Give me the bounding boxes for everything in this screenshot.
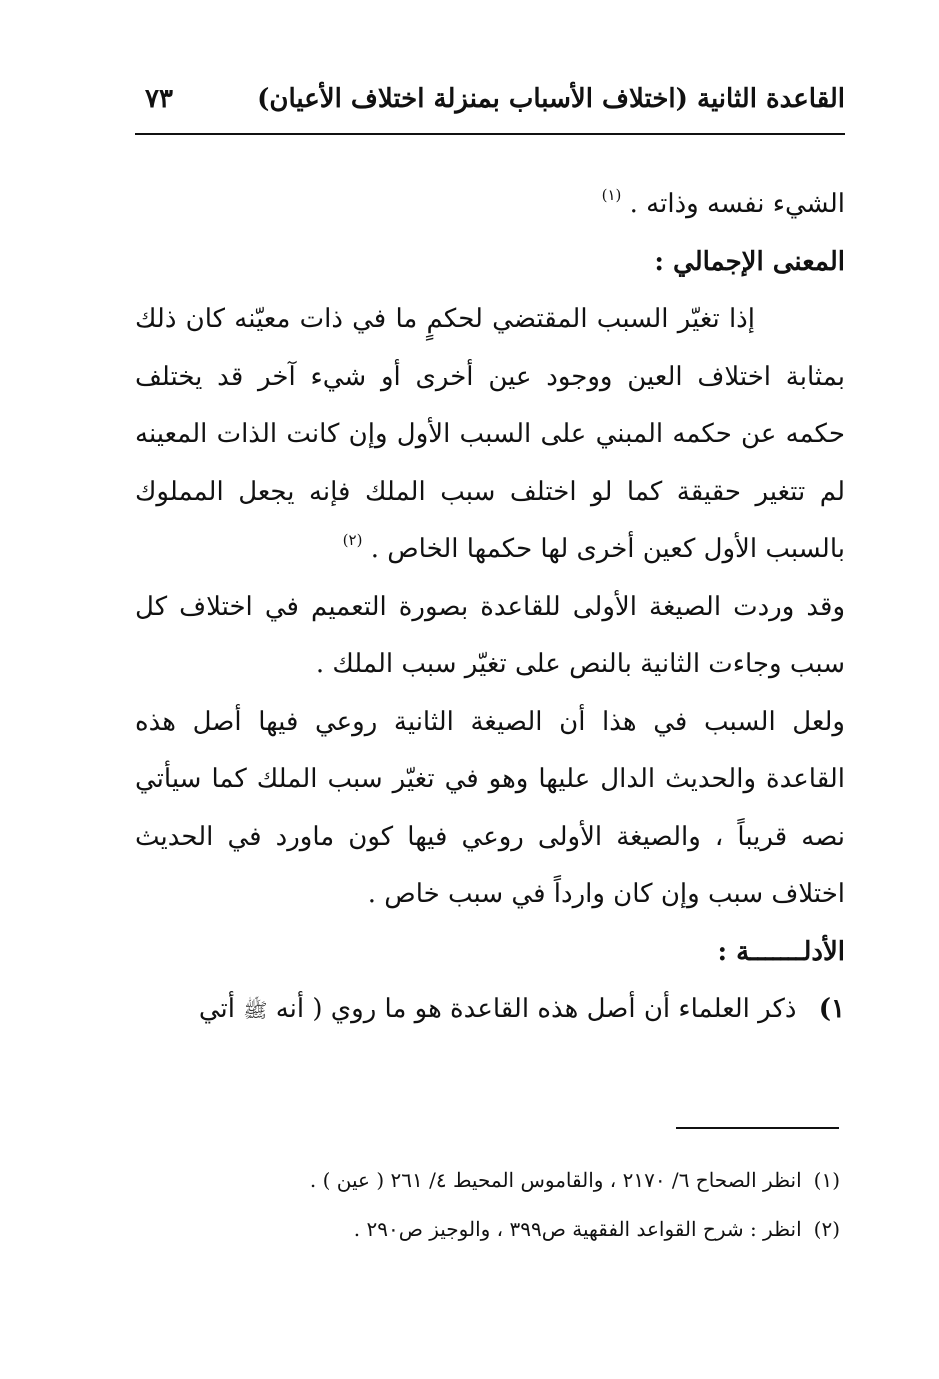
footnotes (135, 1156, 840, 1254)
continuation-line (135, 176, 845, 234)
evidence-item-number: ١) (818, 994, 845, 1024)
footnote-ref-1[interactable]: (١) (601, 186, 622, 204)
footnote-number: (١) (813, 1168, 840, 1192)
footnote-ref-2[interactable]: (٢) (342, 531, 363, 549)
footnote-separator (676, 1127, 839, 1129)
footnote-text: انظر : شرح القواعد الفقهية ص٣٩٩ ، والوجيز ص٢٩٠ . (353, 1217, 802, 1241)
continuation-text: الشيء نفسه وذاته . (629, 189, 845, 219)
salawat-glyph: ﷺ (243, 998, 268, 1022)
paragraph-formulas: وقد وردت الصيغة الأولى للقاعدة بصورة التعميم في اختلاف كل سبب وجاءت الثانية بالنص على تغيّر سبب الملك . (135, 591, 845, 679)
chapter-title: القاعدة الثانية (اختلاف الأسباب بمنزلة اختلاف الأعيان) (257, 84, 845, 114)
footnote-text: انظر الصحاح ٦/ ٢١٧٠ ، والقاموس المحيط ٤/ ٢٦١ ( عين ) . (309, 1168, 802, 1192)
paragraph-general-meaning (135, 291, 845, 579)
paragraph-reason: ولعل السبب في هذا أن الصيغة الثانية روعي فيها أصل هذه القاعدة والحديث الدال عليها وهو في تغيّر سبب الملك كما سيأتي نصه قريباً ، والصيغة الأولى روعي فيها كون ماورد في الحديث اختلاف سبب وإن كان وارداً في سبب خاص . (135, 706, 845, 909)
header-rule (135, 133, 845, 135)
heading-evidence: الأدلـــــــة : (717, 936, 845, 967)
footnote-number: (٢) (813, 1217, 840, 1241)
footnote-2 (135, 1205, 840, 1254)
heading-general-meaning: المعنى الإجمالي : (654, 246, 845, 277)
evidence-item-text: ذكر العلماء أن أصل هذه القاعدة هو ما روي ( أنه (275, 994, 797, 1024)
evidence-item-text-continued: أتي (198, 994, 236, 1024)
running-header (135, 84, 845, 128)
body-text (135, 176, 845, 1040)
evidence-item-1 (135, 981, 845, 1040)
footnote-1 (135, 1156, 840, 1205)
page-number: ٧٣ (145, 84, 173, 114)
paragraph-text: إذا تغيّر السبب المقتضي لحكمٍ ما في ذات معيّنه كان ذلك بمثابة اختلاف العين ووجود عين أخرى أو شيء آخر قد يختلف حكمه عن حكمه المبني على السبب الأول وإن كانت الذات المعينه لم تتغير حقيقة كما لو اختلف سبب الملك فإنه يجعل المملوك بالسبب الأول كعين أخرى لها حكمها الخاص . (135, 304, 845, 564)
